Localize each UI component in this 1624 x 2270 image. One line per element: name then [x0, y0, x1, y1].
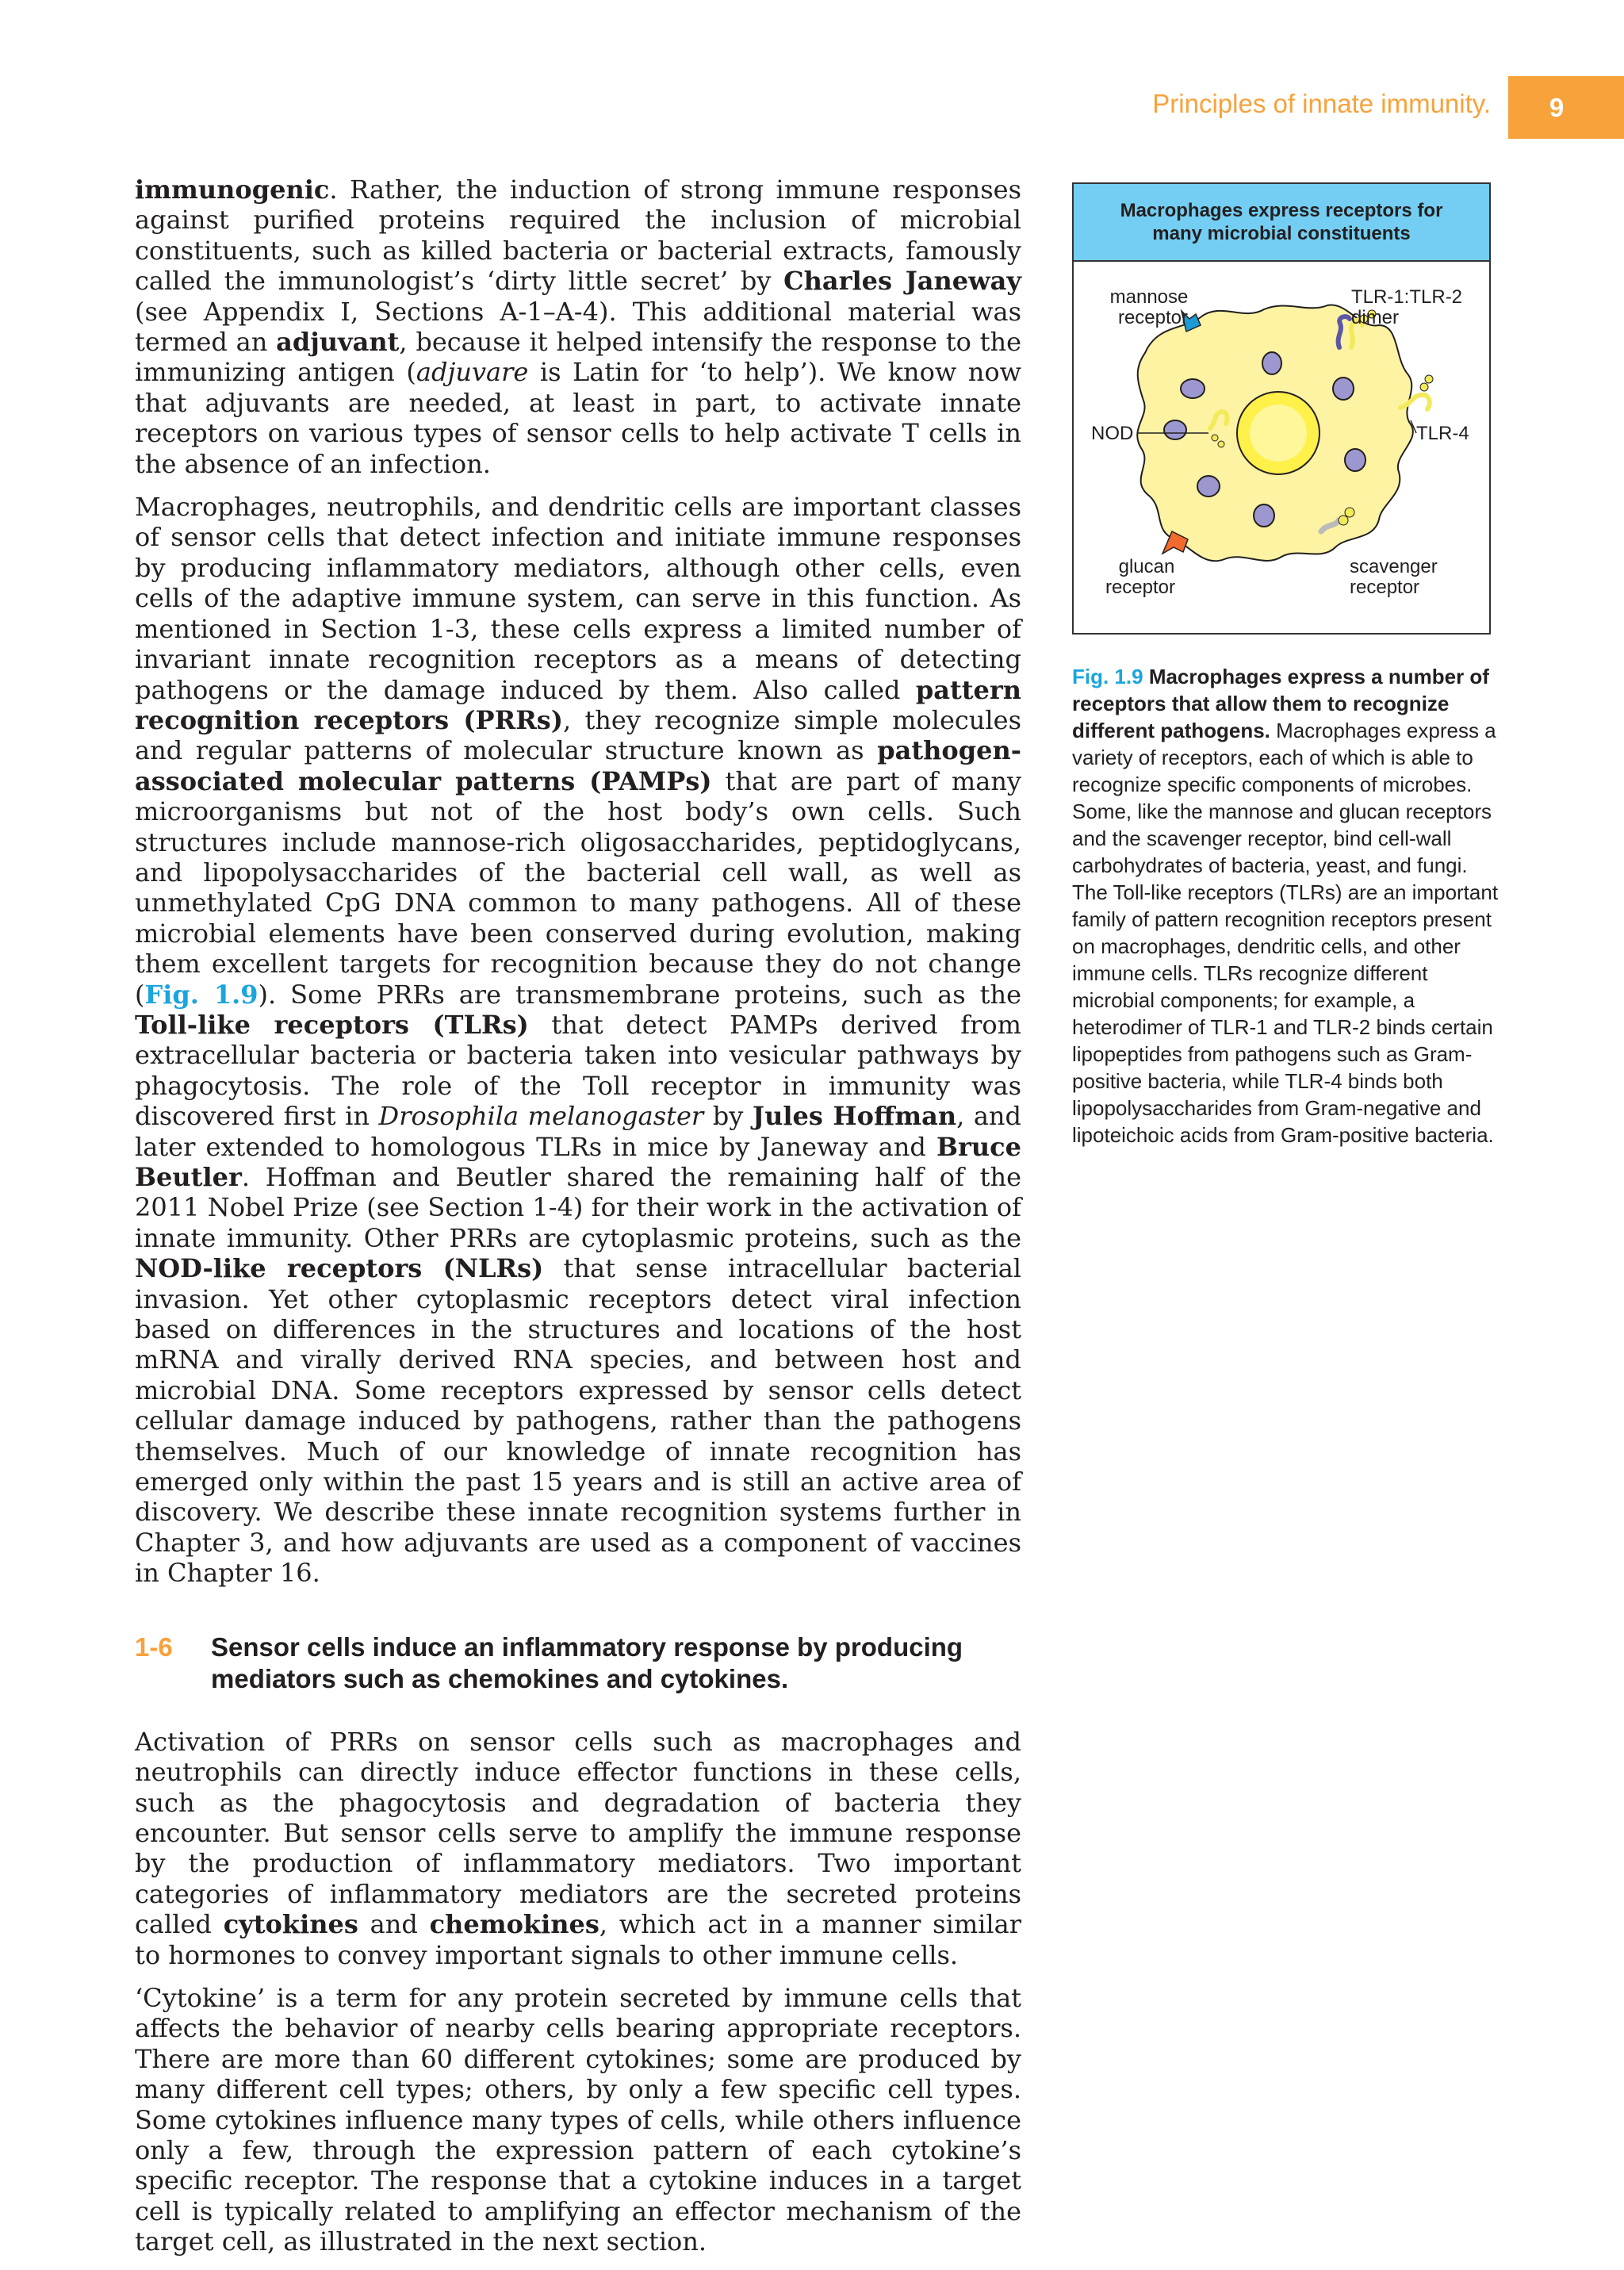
text-run: and: [358, 1909, 430, 1940]
running-title: Principles of innate immunity.: [1152, 89, 1491, 118]
term-nlrs: NOD-like receptors (NLRs): [135, 1253, 544, 1284]
term-drosophila: Drosophila melanogaster: [378, 1101, 704, 1132]
text-run: , because it helped intensify the response to the immunizing antigen (: [135, 327, 1022, 388]
text-run: Activation of PRRs on sensor cells such as macrophages and neutrophils can directly induce effector functions in these cells, such as the phagocytosis and degradation of bacteria they encounter. But sensor cells serve to amplify the immune response by the production of inflammatory mediators. Two important categories of inflammatory mediators are the secreted proteins called: [135, 1726, 1021, 1940]
section-heading: [135, 1632, 1021, 1695]
text-run: is Latin for ‘to help’). We know now that adjuvants are needed, at least in part, to activate innate receptors on various types of sensor cells to help activate T cells in the absence of an infection.: [135, 357, 1022, 479]
text-run: that sense intracellular bacterial invasion. Yet other cytoplasmic receptors detect viral infection based on differences in the structures and locations of the host mRNA and virally derived RNA species, and between host and microbial DNA. Some receptors expressed by sensor cells detect cellular damage induced by pathogens, rather than the pathogens themselves. Much of our knowledge of innate recognition has emerged only within the past 15 years and is still an active area of discovery. We describe these innate recognition systems further in Chapter 3, and how adjuvants are used as a component of vaccines in Chapter 16.: [135, 1253, 1022, 1589]
paragraph-1: [135, 174, 1021, 479]
label-scavenger-receptor: receptor: [1350, 577, 1420, 598]
figure-1-9: [1072, 182, 1491, 635]
term-pamps: pathogen-associated molecular patterns (PAMPs): [135, 735, 1021, 796]
paragraph-4: [135, 1983, 1021, 2257]
label-nod: NOD: [1091, 423, 1134, 444]
caption-body: Macrophages express a variety of receptors, each of which is able to recognize specific components of microbes. Some, like the mannose and glucan receptors and the scavenger receptor, bind cell-wall carbohydrates of bacteria, yeast, and fungi. The Toll-like receptors (TLRs) are an important family of pattern recognition receptors present on macrophages, dendritic cells, and other immune cells. TLRs recognize different microbial components; for example, a heterodimer of TLR-1 and TLR-2 binds certain lipopeptides from pathogens such as Gram-positive bacteria, while TLR-4 binds both lipopolysaccharides from Gram-negative and lipoteichoic acids from Gram-positive bacteria.: [1072, 719, 1499, 1147]
label-mannose-receptor: receptor: [1117, 307, 1189, 328]
vesicle: [1262, 352, 1281, 374]
figure-title: Macrophages express receptors for many microbial constituents: [1074, 184, 1489, 262]
text-run: that are part of many microorganisms but not of the host body’s own cells. Such structures include mannose-rich oligosaccharides, peptidoglycans, and lipopolysaccharides of the bacterial cell wall, as well as unmethylated CpG DNA common to many pathogens. All of these microbial elements have been conserved during evolution, making them excellent targets for recognition because they do not change (: [135, 765, 1022, 1010]
term-tlrs: Toll-like receptors (TLRs): [135, 1009, 529, 1040]
vesicle: [1197, 476, 1220, 497]
vesicle: [1345, 449, 1365, 471]
vesicle: [1164, 420, 1186, 439]
term-adjuvare: adjuvare: [416, 357, 529, 388]
page-number-tab: [1508, 76, 1624, 139]
main-text: [135, 174, 1021, 2270]
text-run: (see Appendix I, Sections A-1–A-4). This additional material was termed an: [135, 296, 1021, 358]
text-run: Macrophages, neutrophils, and dendritic cells are important classes of sensor cells that detect infection and initiate immune responses by producing inflammatory mediators, although other cells, even cells of the adaptive immune system, can serve in this function. As mentioned in Section 1-3, these cells express a limited number of invariant innate recognition receptors as a means of detecting pathogens or the damage induced by them. Also called: [135, 492, 1021, 705]
section-title: Sensor cells induce an inflammatory response by producing mediators such as chemokines and cytokines.: [211, 1632, 963, 1693]
figure-link[interactable]: Fig. 1.9: [144, 979, 259, 1010]
text-run: ). Some PRRs are transmembrane proteins, such as the: [258, 979, 1021, 1010]
label-glucan-receptor: receptor: [1105, 577, 1176, 598]
macrophage-diagram: [1074, 262, 1489, 635]
term-prrs: pattern recognition receptors (PRRs): [135, 674, 1021, 735]
paragraph-3: [135, 1727, 1021, 1970]
section-number: 1-6: [135, 1632, 173, 1662]
term-adjuvant: adjuvant: [276, 327, 400, 358]
person-charles-janeway: Charles Janeway: [783, 266, 1022, 297]
label-tlr1-tlr2: TLR-1:TLR-2: [1351, 286, 1463, 308]
label-dimer: dimer: [1351, 307, 1400, 328]
person-bruce-beutler: Bruce Beutler: [135, 1131, 1021, 1192]
term-chemokines: chemokines: [429, 1909, 599, 1940]
nucleus-highlight: [1250, 405, 1307, 462]
text-run: , they recognize simple molecules and regular patterns of molecular structure known as: [135, 704, 1021, 766]
person-jules-hoffman: Jules Hoffman: [752, 1101, 957, 1132]
page-number: 9: [1549, 92, 1565, 122]
text-run: that detect PAMPs derived from extracellular bacteria or bacteria taken into vesicular pathways by phagocytosis. The role of the Toll receptor in immunity was discovered first in: [135, 1009, 1022, 1132]
vesicle: [1254, 504, 1274, 527]
text-run: . Rather, the induction of strong immune responses against purified proteins required the inclusion of microbial constituents, such as killed bacteria or bacterial extracts, famously called the immunologist’s ‘dirty little secret’ by: [135, 174, 1021, 297]
text-run: by: [703, 1101, 753, 1132]
text-run: , and later extended to homologous TLRs in mice by Janeway and: [135, 1101, 1022, 1162]
vesicle: [1181, 379, 1205, 398]
label-mannose: mannose: [1109, 286, 1189, 308]
text-run: , which act in a manner similar to hormones to convey important signals to other immune cells.: [135, 1909, 1022, 1970]
term-cytokines: cytokines: [223, 1909, 358, 1940]
vesicle: [1333, 378, 1354, 400]
label-tlr4: TLR-4: [1416, 423, 1469, 444]
label-glucan: glucan: [1118, 556, 1175, 577]
paragraph-2: [135, 492, 1021, 1589]
term-immunogenic: immunogenic: [135, 174, 330, 205]
text-run: . Hoffman and Beutler shared the remaining half of the 2011 Nobel Prize (see Section 1-4) for their work in the activation of innate immunity. Other PRRs are cytoplasmic proteins, such as the: [135, 1162, 1021, 1253]
caption-title: Macrophages express a number of receptors that allow them to recognize different pathogens.: [1072, 665, 1489, 742]
figure-caption: [1072, 663, 1507, 1148]
caption-figure-number: Fig. 1.9: [1072, 665, 1143, 688]
label-scavenger: scavenger: [1350, 556, 1438, 577]
text-run: ‘Cytokine’ is a term for any protein secreted by immune cells that affects the behavior of nearby cells bearing appropriate receptors. There are more than 60 different cytokines; some are produced by many different cell types; others, by only a few specific cell types. Some cytokines influence many types of cells, while others influence only a few, through the expression pattern of each cytokine’s specific receptor. The response that a cytokine induces in a target cell is typically related to amplifying an effector mechanism of the target cell, as illustrated in the next section.: [135, 1982, 1021, 2257]
